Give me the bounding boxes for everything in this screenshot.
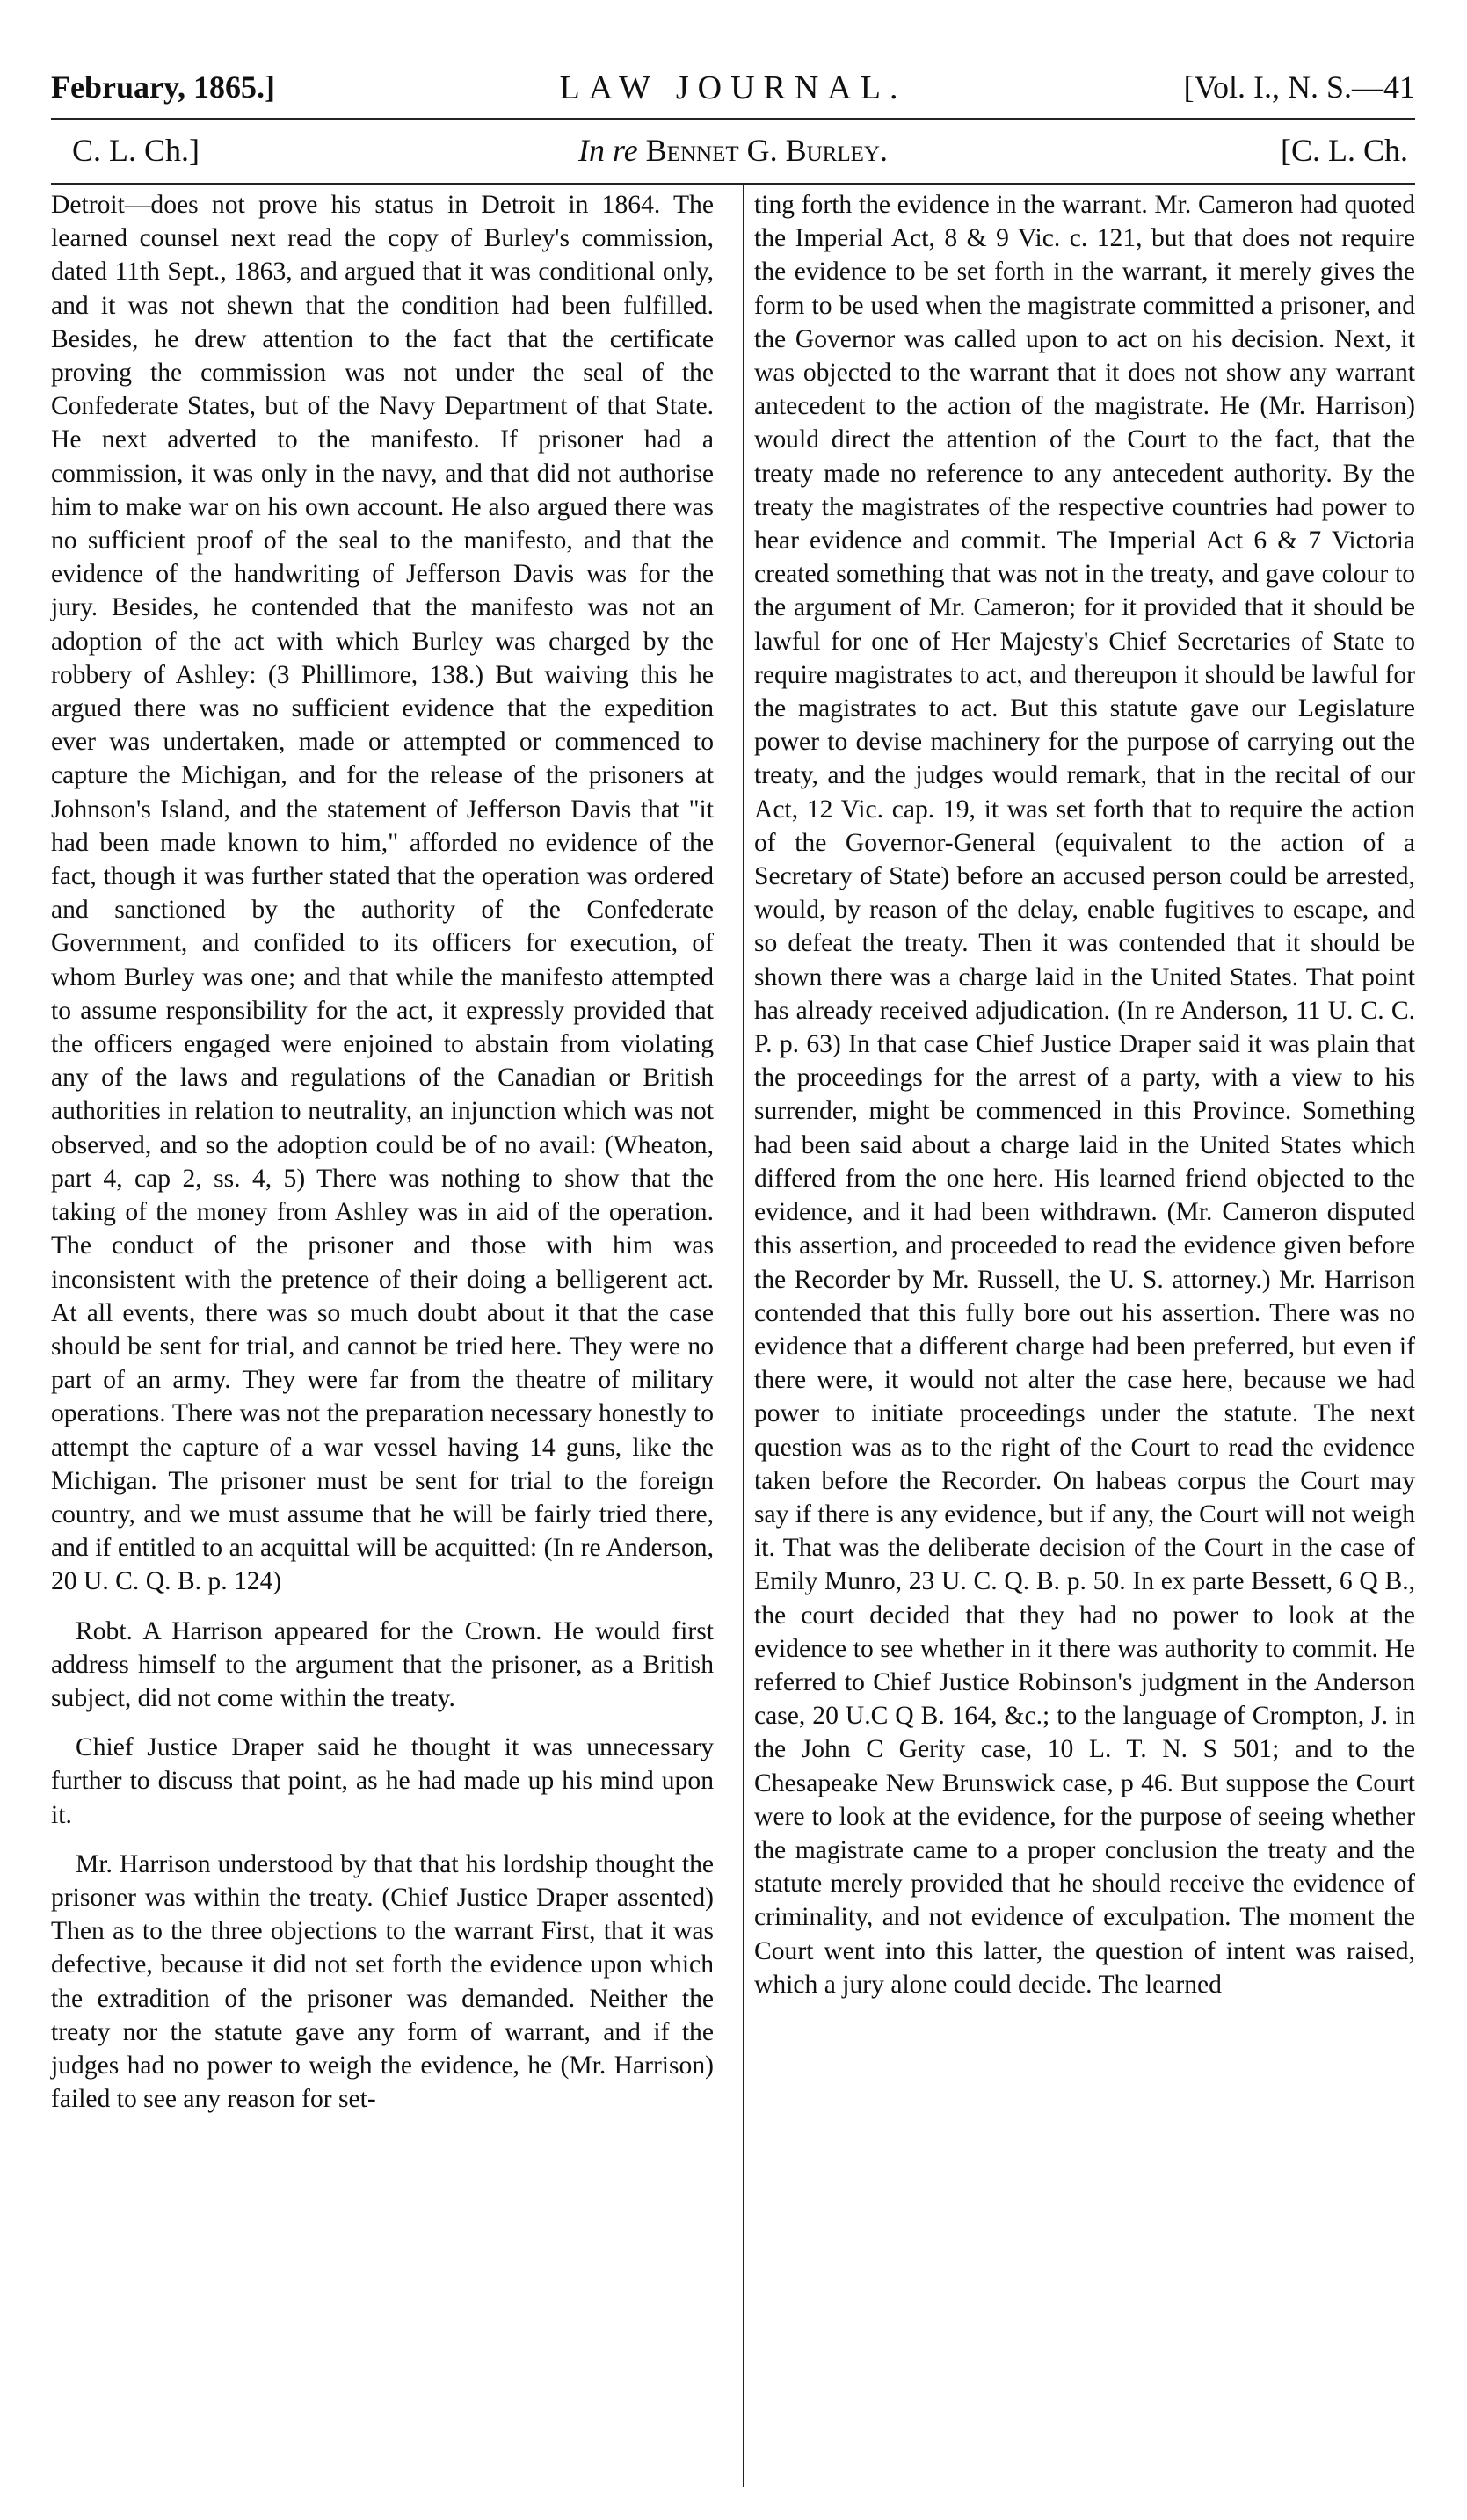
left-paragraph-4: Mr. Harrison understood by that that his lordship thought the prisoner was within the treaty. (Chief Justice Draper assented) Then as to the three objections to the warrant First, that it was defective, because it did not set forth the evidence upon which the extradition of the prisoner was demanded. Neither the treaty nor the statute gave any form of warrant, and if the judges had no power to weigh the evidence, he (Mr. Harrison) failed to see any reason for set- <box>51 1849 714 2114</box>
left-paragraph-2: Robt. A Harrison appeared for the Crown. He would first address himself to the argument that the prisoner, as a British subject, did not come within the treaty. <box>51 1616 714 1712</box>
journal-page <box>51 69 1415 2487</box>
left-column <box>51 188 714 2116</box>
case-title-name: Bennet G. Burley. <box>645 133 888 168</box>
case-title <box>51 132 1415 169</box>
body-columns <box>51 185 1415 2487</box>
running-header <box>51 69 1415 118</box>
court-label-left: C. L. Ch.] <box>72 133 200 168</box>
right-paragraph-1: ting forth the evidence in the warrant. Mr. Cameron had quoted the Imperial Act, 8 & 9 Vic. c. 121, but that does not require the evidence to be set forth in the warrant, it merely gives the form to be used when the magistrate committed a prisoner, and the Governor was called upon to act on his decision. Next, it was objected to the warrant that it does not show any warrant antecedent to the action of the magistrate. He (Mr. Harrison) would direct the attention of the Court to the fact, that the treaty made no reference to any antecedent authority. By the treaty the magistrates of the respective countries had power to hear evidence and commit. The Imperial Act 6 & 7 Victoria created something that was not in the treaty, and gave colour to the argument of Mr. Cameron; for it provided that it should be lawful for one of Her Majesty's Chief Secretaries of State to require magistrates to act, and thereupon it should be lawful for the magistrates to act. But this statute gave our Legislature power to devise machinery for the purpose of carrying out the treaty, and the judges would remark, that in the recital of our Act, 12 Vic. cap. 19, it was set forth that to require the action of the Governor-General (equivalent to the action of a Secretary of State) before an accused person could be arrested, would, by reason of the delay, enable fugitives to escape, and so defeat the treaty. Then it was contended that it should be shown there was a charge laid in the United States. That point has already received adjudication. (In re Anderson, 11 U. C. C. P. p. 63) In that case Chief Justice Draper said it was plain that the proceedings for the arrest of a party, with a view to his surrender, might be commenced in this Province. Something had been said about a charge laid in the United States which differed from the one here. His learned friend objected to the evidence, and it had been withdrawn. (Mr. Cameron disputed this assertion, and proceeded to read the evidence given before the Recorder by Mr. Russell, the U. S. attorney.) Mr. Harrison contended that this fully bore out his assertion. There was no evidence that a different charge had been preferred, but even if there were, it would not alter the case here, because we had power to initiate proceedings under the statute. The next question was as to the right of the Court to read the evidence taken before the Recorder. On habeas corpus the Court may say if there is any evidence, but if any, the Court will not weigh it. That was the deliberate decision of the Court in the case of Emily Munro, 23 U. C. Q. B. p. 50. In ex parte Bessett, 6 Q B., the court decided that they had no power to look at the evidence to see whether in it there was authority to commit. He referred to Chief Justice Robinson's judgment in the Anderson case, 20 U.C Q B. 164, &c.; to the language of Crompton, J. in the John C Gerity case, 10 L. T. N. S 501; and to the Chesapeake New Brunswick case, p 46. But suppose the Court were to look at the evidence, for the purpose of seeing whether the magistrate came to a proper conclusion the treaty and the statute merely provided that he should receive the evidence of criminality, and not evidence of exculpation. The moment the Court went into this latter, the question of intent was raised, which a jury alone could decide. The learned <box>754 191 1415 1999</box>
left-paragraph-1: Detroit—does not prove his status in Detroit in 1864. The learned counsel next read the copy of Burley's commission, dated 11th Sept., 1863, and argued that it was conditional only, and it was not shewn that the condition had been fulfilled. Besides, he drew attention to the fact that the certificate proving the commission was not under the seal of the Confederate States, but of the Navy Department of that State. He next adverted to the manifesto. If prisoner had a commission, it was only in the navy, and that did not authorise him to make war on his own account. He also argued there was no sufficient proof of the seal to the manifesto, and that the evidence of the handwriting of Jefferson Davis was for the jury. Besides, he contended that the manifesto was not an adoption of the act with which Burley was charged by the robbery of Ashley: (3 Phillimore, 138.) But waiving this he argued there was no sufficient evidence that the expedition ever was undertaken, made or attempted or commenced to capture the Michigan, and for the release of the prisoners at Johnson's Island, and the statement of Jefferson Davis that "it had been made known to him," afforded no evidence of the fact, though it was further stated that the operation was ordered and sanctioned by the authority of the Confederate Government, and confided to its officers for execution, of whom Burley was one; and that while the manifesto attempted to assume responsibility for the act, it expressly provided that the officers engaged were enjoined to abstain from violating any of the laws and regulations of the Canadian or British authorities in relation to neutrality, an injunction which was not observed, and so the adoption could be of no avail: (Wheaton, part 4, cap 2, ss. 4, 5) There was nothing to show that the taking of the money from Ashley was in aid of the operation. The conduct of the prisoner and those with him was inconsistent with the pretence of their doing a belligerent act. At all events, there was so much doubt about it that the case should be sent for trial, and cannot be tried here. They were no part of an army. They were far from the theatre of military operations. There was not the preparation necessary honestly to attempt the capture of a war vessel having 14 guns, like the Michigan. The prisoner must be sent for trial to the foreign country, and we must assume that he will be fairly tried there, and if entitled to an acquittal will be acquitted: (In re Anderson, 20 U. C. Q. B. p. 124) <box>51 191 714 1596</box>
court-label-right: [C. L. Ch. <box>1280 133 1408 168</box>
right-column <box>754 188 1415 2001</box>
left-paragraph-3: Chief Justice Draper said he thought it was unnecessary further to discuss that point, as he had made up his mind upon it. <box>51 1733 714 1829</box>
case-header <box>51 120 1415 183</box>
journal-title: LAW JOURNAL. <box>559 69 907 106</box>
header-volume: [Vol. I., N. S.—41 <box>1183 69 1415 105</box>
header-date: February, 1865.] <box>51 69 275 105</box>
case-title-prefix: In re <box>578 133 638 168</box>
column-divider <box>743 185 744 2487</box>
